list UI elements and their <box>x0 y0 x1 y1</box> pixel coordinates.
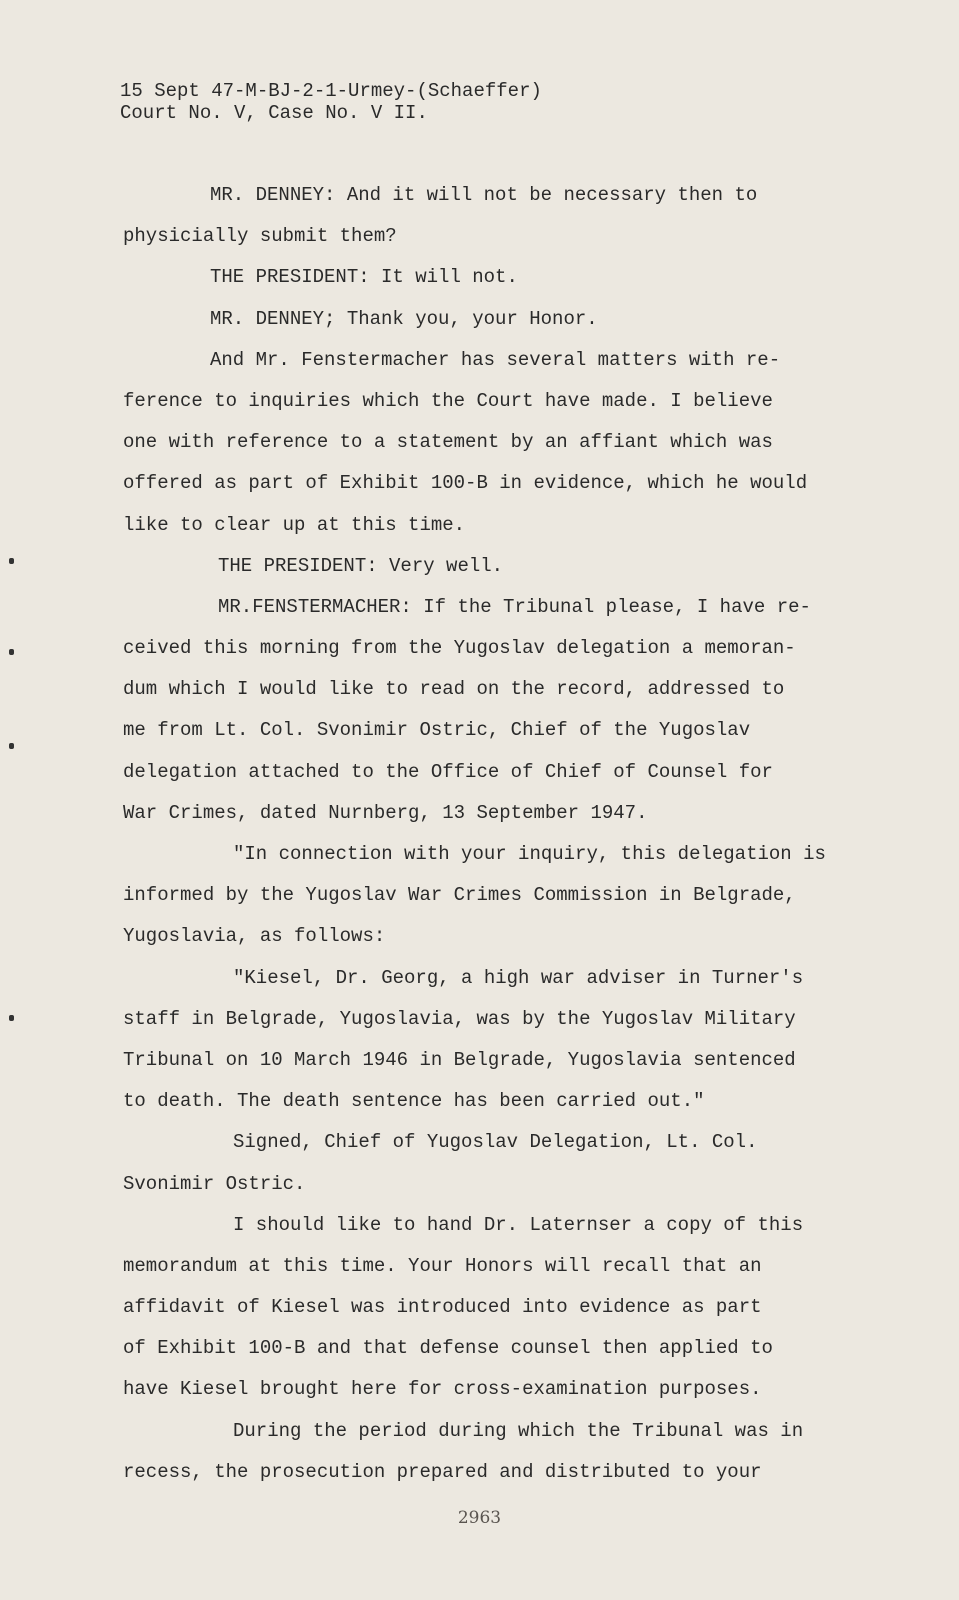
transcript-line: memorandum at this time. Your Honors will recall that an <box>123 1254 762 1277</box>
header-line-1: 15 Sept 47-M-BJ-2-1-Urmey-(Schaeffer) <box>120 80 542 102</box>
transcript-line: MR.FENSTERMACHER: If the Tribunal please, I have re- <box>218 595 811 618</box>
transcript-body <box>123 175 883 1493</box>
transcript-line: MR. DENNEY; Thank you, your Honor. <box>210 307 598 330</box>
transcript-line: informed by the Yugoslav War Crimes Commission in Belgrade, <box>123 884 796 907</box>
transcript-line: me from Lt. Col. Svonimir Ostric, Chief of the Yugoslav <box>123 719 751 742</box>
margin-hole-mark <box>9 558 14 564</box>
transcript-line: And Mr. Fenstermacher has several matters with re- <box>210 348 781 371</box>
transcript-line: ference to inquiries which the Court have made. I believe <box>123 389 773 412</box>
transcript-line: MR. DENNEY: And it will not be necessary then to <box>210 184 758 206</box>
margin-hole-mark <box>9 743 14 749</box>
transcript-line: one with reference to a statement by an affiant which was <box>123 431 773 454</box>
transcript-line: Svonimir Ostric. <box>123 1172 306 1195</box>
transcript-line: Tribunal on 10 March 1946 in Belgrade, Yugoslavia sentenced <box>123 1048 796 1071</box>
transcript-line: ceived this morning from the Yugoslav delegation a memoran- <box>123 637 796 660</box>
transcript-line: During the period during which the Tribunal was in <box>233 1419 804 1442</box>
transcript-line: I should like to hand Dr. Laternser a copy of this <box>233 1213 804 1236</box>
page-number: 2963 <box>457 1508 502 1528</box>
page-header <box>120 80 542 124</box>
transcript-line: like to clear up at this time. <box>123 513 466 536</box>
header-line-2: Court No. V, Case No. V II. <box>120 102 428 124</box>
transcript-line: physicially submit them? <box>123 225 397 248</box>
transcript-line: staff in Belgrade, Yugoslavia, was by the Yugoslav Military <box>123 1007 796 1030</box>
transcript-line: have Kiesel brought here for cross-examination purposes. <box>123 1378 762 1401</box>
transcript-line: THE PRESIDENT: It will not. <box>210 266 518 289</box>
transcript-line: "Kiesel, Dr. Georg, a high war adviser in Turner's <box>233 966 804 989</box>
transcript-line: dum which I would like to read on the record, addressed to <box>123 678 785 701</box>
transcript-line: affidavit of Kiesel was introduced into evidence as part <box>123 1296 762 1319</box>
margin-hole-mark <box>9 649 14 655</box>
transcript-line: to death. The death sentence has been carried out." <box>123 1090 705 1113</box>
transcript-line: "In connection with your inquiry, this delegation is <box>233 843 826 865</box>
transcript-line: Signed, Chief of Yugoslav Delegation, Lt. Col. <box>233 1131 758 1154</box>
margin-hole-mark <box>9 1015 14 1021</box>
transcript-line: Yugoslavia, as follows: <box>123 925 386 948</box>
transcript-line: THE PRESIDENT: Very well. <box>218 554 504 577</box>
transcript-line: offered as part of Exhibit 100-B in evidence, which he would <box>123 472 808 495</box>
transcript-line: of Exhibit 100-B and that defense counsel then applied to <box>123 1337 773 1360</box>
transcript-line: War Crimes, dated Nurnberg, 13 September 1947. <box>123 801 648 824</box>
transcript-line: delegation attached to the Office of Chief of Counsel for <box>123 760 773 783</box>
transcript-line: recess, the prosecution prepared and distributed to your <box>123 1460 762 1483</box>
